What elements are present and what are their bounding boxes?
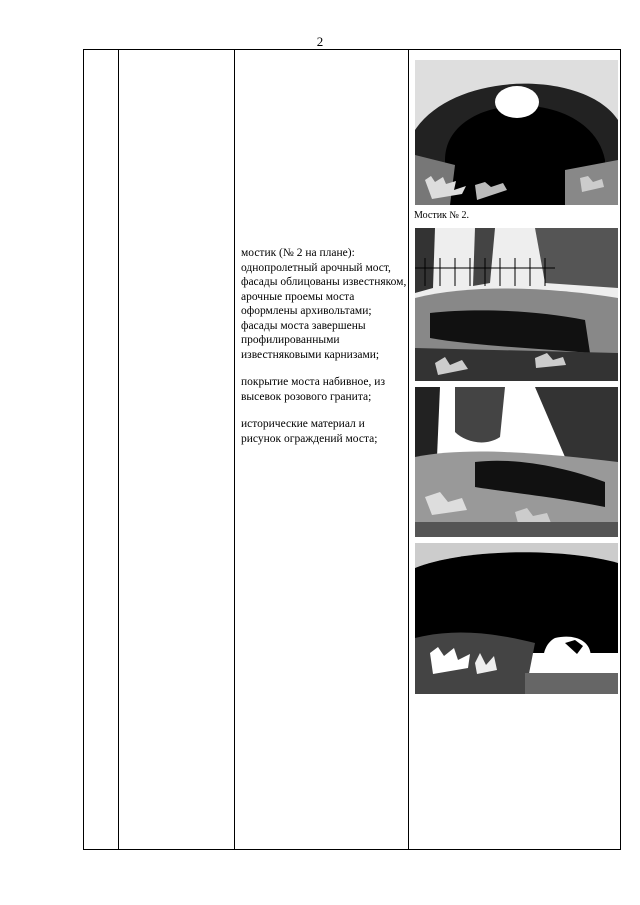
bridge-park-photo [415,228,618,381]
description-cell [241,246,407,459]
page-number: 2 [316,34,324,49]
column-divider [234,50,235,849]
stream-photo [415,387,618,537]
description-paragraph: покрытие моста набивное, из высевок розового гранита; [241,376,385,403]
description-paragraph: исторические материал и рисунок ограждений моста; [241,418,378,445]
bridge-arch-photo [415,60,618,205]
column-divider [118,50,119,849]
column-divider [408,50,409,849]
photo-caption: Мостик № 2. [414,210,469,221]
description-paragraph: мостик (№ 2 на плане): однопролетный арочный мост, фасады облицованы известняком, арочные проемы моста оформлены архивольтами; фасады моста завершены профилированными известняковыми карнизами; [241,247,407,361]
under-arch-photo [415,543,618,694]
document-table [83,49,621,850]
